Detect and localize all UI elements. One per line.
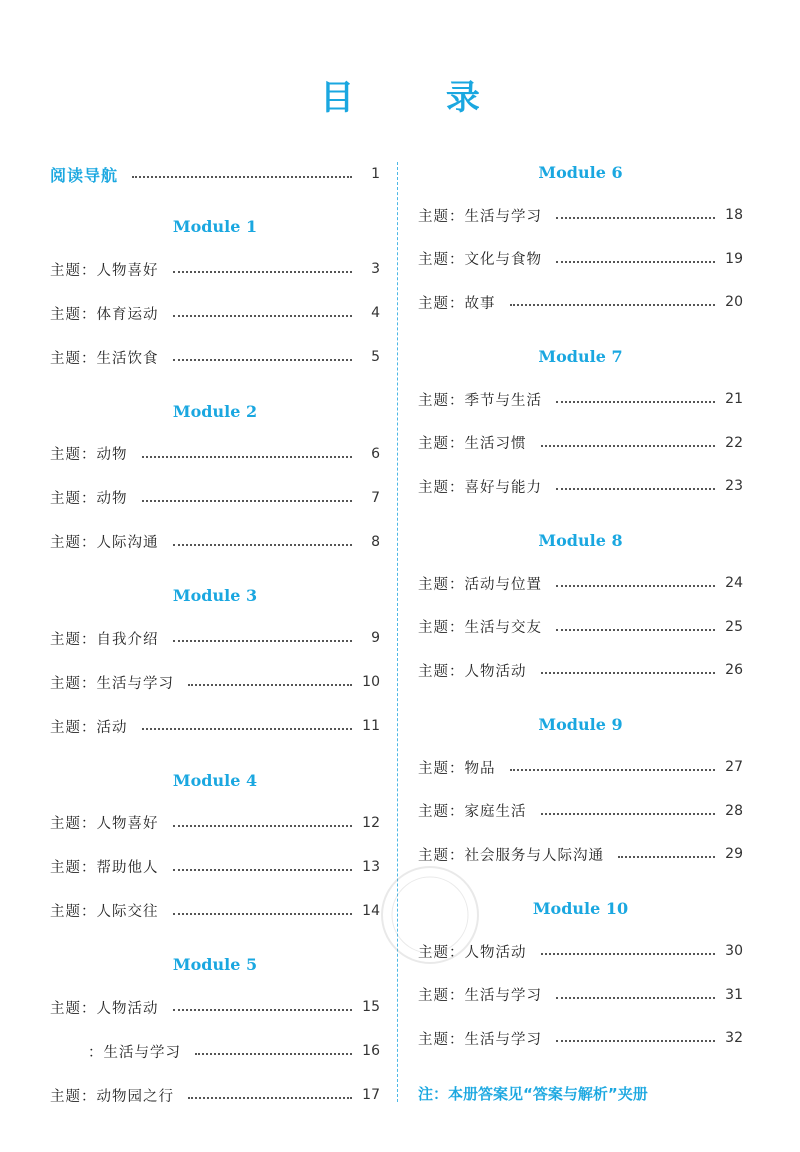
toc-entry[interactable] <box>50 856 380 878</box>
toc-entry-label: 主题：人物活动 <box>50 1000 159 1017</box>
toc-entry-label: 主题：物品 <box>418 760 496 777</box>
leader-dots <box>556 997 715 999</box>
toc-page-number: 26 <box>725 662 743 678</box>
toc-page-number: 13 <box>362 858 380 875</box>
toc-entry-label: 主题：体育运动 <box>50 306 159 323</box>
toc-page-number: 32 <box>725 1030 743 1046</box>
toc-entry-label: 主题：人物喜好 <box>50 262 159 279</box>
toc-entry-label: ：生活与学习 <box>88 1044 181 1061</box>
leader-dots <box>541 813 716 815</box>
toc-entry[interactable] <box>50 812 380 834</box>
leader-dots <box>173 315 353 317</box>
toc-entry-label: 主题：动物 <box>50 491 128 507</box>
toc-entry-label: 主题：文化与食物 <box>418 252 542 268</box>
toc-entry-label: 主题：活动与位置 <box>418 576 542 593</box>
module-heading: Module 5 <box>172 955 258 974</box>
module-heading: Module 2 <box>172 401 258 421</box>
toc-entry-label: 阅读导航 <box>50 165 119 185</box>
leader-dots <box>173 869 353 871</box>
toc-page-number: 8 <box>371 533 380 550</box>
toc-page-number: 21 <box>725 391 743 407</box>
toc-entry[interactable] <box>418 291 743 313</box>
toc-entry[interactable] <box>50 1084 380 1106</box>
leader-dots <box>173 544 353 546</box>
toc-entry-label: 主题：动物园之行 <box>50 1088 174 1105</box>
leader-dots <box>556 217 715 219</box>
watermark-stamp <box>355 860 505 970</box>
toc-entry[interactable] <box>50 715 380 737</box>
module-heading: Module 8 <box>538 531 623 550</box>
toc-entry-reading-guide[interactable] <box>50 163 380 185</box>
toc-page-number: 5 <box>371 349 380 365</box>
toc-entry[interactable] <box>418 572 743 594</box>
toc-page-number: 12 <box>362 814 380 831</box>
leader-dots <box>556 261 715 263</box>
leader-dots <box>541 953 716 955</box>
toc-page-number: 1 <box>371 166 380 182</box>
toc-entry[interactable] <box>50 671 380 693</box>
toc-entry-label: 主题：人物活动 <box>418 663 527 680</box>
toc-entry[interactable] <box>50 302 380 324</box>
toc-page-number: 10 <box>362 674 380 690</box>
leader-dots <box>541 445 716 447</box>
leader-dots <box>142 500 353 502</box>
toc-page-number: 22 <box>725 434 743 451</box>
toc-page-number: 30 <box>725 943 743 959</box>
toc-page-number: 28 <box>725 802 743 819</box>
toc-page-number: 11 <box>362 718 380 734</box>
toc-page-number: 6 <box>371 445 380 462</box>
module-heading: Module 7 <box>538 347 623 366</box>
toc-entry[interactable] <box>50 531 380 553</box>
leader-dots <box>132 176 352 178</box>
toc-entry-label: 主题：生活与学习 <box>418 1031 542 1048</box>
toc-entry[interactable] <box>418 204 743 226</box>
leader-dots <box>556 401 715 403</box>
toc-entry[interactable] <box>50 487 380 509</box>
toc-entry-label: 主题：生活习惯 <box>418 436 527 452</box>
toc-page-number: 15 <box>362 999 380 1015</box>
leader-dots <box>556 1040 715 1042</box>
toc-page-number: 16 <box>362 1043 380 1059</box>
module-heading: Module 3 <box>172 586 258 605</box>
toc-entry-label: 主题：生活与学习 <box>50 675 174 692</box>
toc-entry[interactable] <box>418 659 743 681</box>
toc-page-number: 17 <box>362 1087 380 1103</box>
toc-entry-label: 主题：季节与生活 <box>418 392 542 409</box>
toc-page-number: 24 <box>725 575 743 591</box>
leader-dots <box>173 640 353 642</box>
leader-dots <box>142 456 353 458</box>
toc-page-number: 31 <box>725 986 743 1003</box>
toc-page-number: 25 <box>725 618 743 635</box>
toc-entry[interactable] <box>50 996 380 1018</box>
toc-entry[interactable] <box>418 1027 743 1049</box>
toc-page-number: 19 <box>725 250 743 267</box>
toc-page-number: 9 <box>371 630 380 646</box>
module-heading: Module 9 <box>538 715 623 734</box>
leader-dots <box>173 1009 353 1011</box>
module-heading: Module 6 <box>538 163 623 182</box>
leader-dots <box>510 304 716 306</box>
toc-entry[interactable] <box>418 475 743 497</box>
toc-entry[interactable] <box>50 1040 380 1062</box>
toc-entry[interactable] <box>50 900 380 922</box>
toc-entry-label: 主题：人际交往 <box>50 904 159 920</box>
toc-page-number: 27 <box>725 759 743 775</box>
module-heading: Module 10 <box>532 899 629 918</box>
toc-entry-label: 主题：自我介绍 <box>50 631 159 648</box>
toc-entry-label: 主题：动物 <box>50 447 128 463</box>
toc-entry-label: 主题：生活与交友 <box>418 620 542 636</box>
toc-entry[interactable] <box>418 388 743 410</box>
leader-dots <box>541 672 716 674</box>
toc-entry[interactable] <box>418 756 743 778</box>
toc-page-number: 23 <box>725 478 743 494</box>
leader-dots <box>188 684 352 686</box>
toc-entry-label: 主题：喜好与能力 <box>418 479 542 496</box>
leader-dots <box>173 825 353 827</box>
toc-page-number: 14 <box>362 902 380 919</box>
toc-entry[interactable] <box>418 984 743 1006</box>
toc-page-number: 4 <box>371 305 380 321</box>
leader-dots <box>142 728 353 730</box>
toc-page-number: 18 <box>725 207 743 223</box>
toc-entry-label: 主题：帮助他人 <box>50 860 159 876</box>
leader-dots <box>188 1097 352 1099</box>
toc-entry[interactable] <box>418 432 743 454</box>
leader-dots <box>510 769 716 771</box>
toc-page-number: 29 <box>725 846 743 862</box>
leader-dots <box>556 488 715 490</box>
leader-dots <box>556 585 715 587</box>
leader-dots <box>618 856 715 858</box>
leader-dots <box>173 359 353 361</box>
toc-entry[interactable] <box>50 443 380 465</box>
leader-dots <box>556 629 715 631</box>
toc-entry[interactable] <box>50 258 380 280</box>
toc-entry-label: 主题：人物活动 <box>418 944 527 961</box>
toc-entry[interactable] <box>50 346 380 368</box>
toc-entry-label: 主题：社会服务与人际沟通 <box>418 847 604 864</box>
toc-page-number: 7 <box>371 489 380 506</box>
module-heading: Module 1 <box>172 217 258 236</box>
toc-entry-label: 主题：生活与学习 <box>418 988 542 1004</box>
toc-entry-label: 主题：人物喜好 <box>50 816 159 832</box>
toc-entry-label: 主题：活动 <box>50 719 128 736</box>
toc-entry-label: 主题：故事 <box>418 295 496 312</box>
toc-entry[interactable] <box>50 627 380 649</box>
page-title: 目 录 <box>320 78 520 118</box>
toc-entry-label: 主题：生活与学习 <box>418 208 542 225</box>
toc-entry-label: 主题：生活饮食 <box>50 350 159 367</box>
toc-entry-label: 主题：家庭生活 <box>418 804 527 820</box>
leader-dots <box>173 913 353 915</box>
leader-dots <box>195 1053 352 1055</box>
answer-note: 注：本册答案见“答案与解析”夹册 <box>418 1085 648 1103</box>
leader-dots <box>173 271 353 273</box>
toc-page-number: 20 <box>725 294 743 310</box>
toc-page-number: 3 <box>371 261 380 277</box>
toc-entry[interactable] <box>418 800 743 822</box>
module-heading: Module 4 <box>172 770 258 790</box>
toc-entry-label: 主题：人际沟通 <box>50 535 159 551</box>
toc-entry[interactable] <box>418 616 743 638</box>
toc-entry[interactable] <box>418 248 743 270</box>
